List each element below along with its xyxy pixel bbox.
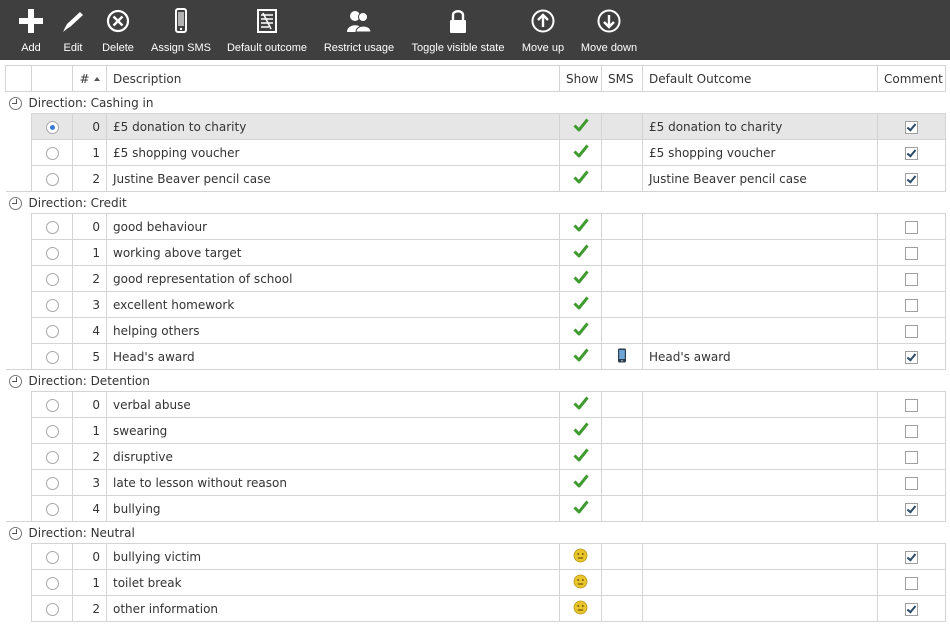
row-default-outcome xyxy=(643,570,878,596)
row-default-outcome xyxy=(643,214,878,240)
row-indent xyxy=(6,292,32,318)
row-indent xyxy=(6,266,32,292)
neutral-face-icon xyxy=(573,578,588,592)
row-sms-cell[interactable] xyxy=(602,392,643,418)
row-sms-cell[interactable] xyxy=(602,344,643,370)
comment-checkbox[interactable] xyxy=(905,273,918,286)
row-select-cell[interactable] xyxy=(32,318,73,344)
comment-checkbox[interactable] xyxy=(905,299,918,312)
header-number-label: # xyxy=(79,71,90,86)
move-up-button[interactable] xyxy=(520,0,566,60)
header-select xyxy=(32,66,73,92)
row-select-cell[interactable] xyxy=(32,166,73,192)
group-label: Direction: Credit xyxy=(28,195,127,210)
row-indent xyxy=(6,570,32,596)
default-outcome-button[interactable] xyxy=(226,0,308,60)
row-indent xyxy=(6,140,32,166)
document-icon xyxy=(254,6,280,36)
row-select-radio[interactable] xyxy=(46,173,59,186)
row-default-outcome xyxy=(643,444,878,470)
comment-checkbox[interactable] xyxy=(905,173,918,186)
checkmark-icon xyxy=(573,148,589,162)
group-header xyxy=(6,370,946,392)
row-number: 0 xyxy=(73,544,107,570)
toolbar xyxy=(0,0,950,60)
table-row[interactable] xyxy=(6,444,946,470)
pencil-icon xyxy=(60,6,86,36)
row-number: 1 xyxy=(73,140,107,166)
row-description: working above target xyxy=(107,240,560,266)
table-row[interactable] xyxy=(6,240,946,266)
row-default-outcome xyxy=(643,418,878,444)
row-comment-cell[interactable] xyxy=(878,344,946,370)
row-select-radio[interactable] xyxy=(46,451,59,464)
comment-checkbox[interactable] xyxy=(905,247,918,260)
neutral-face-icon xyxy=(573,552,588,566)
row-comment-cell[interactable] xyxy=(878,444,946,470)
row-select-radio[interactable] xyxy=(46,399,59,412)
comment-checkbox[interactable] xyxy=(905,425,918,438)
comment-checkbox[interactable] xyxy=(905,399,918,412)
row-select-cell[interactable] xyxy=(32,570,73,596)
row-indent xyxy=(6,166,32,192)
comment-checkbox[interactable] xyxy=(905,121,918,134)
row-indent xyxy=(6,344,32,370)
checkmark-icon xyxy=(573,400,589,414)
table-row[interactable] xyxy=(6,318,946,344)
row-description: Head's award xyxy=(107,344,560,370)
row-show-cell[interactable] xyxy=(560,444,602,470)
row-default-outcome xyxy=(643,496,878,522)
row-select-radio[interactable] xyxy=(46,147,59,160)
row-sms-cell[interactable] xyxy=(602,140,643,166)
row-sms-cell[interactable] xyxy=(602,496,643,522)
toggle-visible-state-button[interactable] xyxy=(410,0,506,60)
row-comment-cell[interactable] xyxy=(878,544,946,570)
group-label: Direction: Cashing in xyxy=(28,95,154,110)
comment-checkbox[interactable] xyxy=(905,147,918,160)
edit-button[interactable] xyxy=(56,0,90,60)
row-comment-cell[interactable] xyxy=(878,214,946,240)
comment-checkbox[interactable] xyxy=(905,577,918,590)
comment-checkbox[interactable] xyxy=(905,451,918,464)
row-number: 2 xyxy=(73,266,107,292)
row-default-outcome xyxy=(643,470,878,496)
row-select-cell[interactable] xyxy=(32,418,73,444)
row-description: toilet break xyxy=(107,570,560,596)
comment-checkbox[interactable] xyxy=(905,477,918,490)
table-row[interactable] xyxy=(6,470,946,496)
phone-icon xyxy=(168,6,194,36)
row-number: 3 xyxy=(73,470,107,496)
row-show-cell[interactable] xyxy=(560,318,602,344)
row-comment-cell[interactable] xyxy=(878,240,946,266)
row-number: 1 xyxy=(73,570,107,596)
comment-checkbox[interactable] xyxy=(905,603,918,616)
row-description: excellent homework xyxy=(107,292,560,318)
row-description: verbal abuse xyxy=(107,392,560,418)
row-comment-cell[interactable] xyxy=(878,470,946,496)
delete-button-label: Delete xyxy=(102,42,134,54)
row-comment-cell[interactable] xyxy=(878,266,946,292)
checkmark-icon xyxy=(573,478,589,492)
delete-button[interactable] xyxy=(98,0,138,60)
row-show-cell[interactable] xyxy=(560,496,602,522)
checkmark-icon xyxy=(573,452,589,466)
row-number: 2 xyxy=(73,596,107,622)
row-select-radio[interactable] xyxy=(46,425,59,438)
collapse-icon[interactable] xyxy=(9,197,22,210)
row-number: 4 xyxy=(73,496,107,522)
row-default-outcome xyxy=(643,544,878,570)
row-show-cell[interactable] xyxy=(560,166,602,192)
delete-circle-icon xyxy=(105,6,131,36)
header-description[interactable]: Description xyxy=(107,66,560,92)
behaviour-table xyxy=(5,65,946,622)
header-row xyxy=(6,66,946,92)
behaviour-grid xyxy=(5,65,945,622)
header-default-outcome[interactable]: Default Outcome xyxy=(643,66,878,92)
comment-checkbox[interactable] xyxy=(905,503,918,516)
row-comment-cell[interactable] xyxy=(878,596,946,622)
row-description: other information xyxy=(107,596,560,622)
row-description: disruptive xyxy=(107,444,560,470)
row-default-outcome xyxy=(643,266,878,292)
row-show-cell[interactable] xyxy=(560,470,602,496)
row-comment-cell[interactable] xyxy=(878,392,946,418)
row-select-cell[interactable] xyxy=(32,240,73,266)
row-description: £5 shopping voucher xyxy=(107,140,560,166)
row-indent xyxy=(6,496,32,522)
arrow-up-circle-icon xyxy=(530,6,556,36)
phone-icon xyxy=(617,352,627,366)
group-row xyxy=(6,192,946,214)
table-row[interactable] xyxy=(6,544,946,570)
row-default-outcome xyxy=(643,240,878,266)
row-select-cell[interactable] xyxy=(32,392,73,418)
row-select-radio[interactable] xyxy=(46,121,59,134)
group-row xyxy=(6,522,946,544)
lock-icon xyxy=(446,6,470,36)
row-description: late to lesson without reason xyxy=(107,470,560,496)
add-button-label: Add xyxy=(21,42,41,54)
users-icon xyxy=(345,6,373,36)
row-show-cell[interactable] xyxy=(560,292,602,318)
collapse-icon[interactable] xyxy=(9,97,22,110)
row-description: helping others xyxy=(107,318,560,344)
row-show-cell[interactable] xyxy=(560,344,602,370)
row-select-cell[interactable] xyxy=(32,266,73,292)
row-description: bullying victim xyxy=(107,544,560,570)
add-button[interactable] xyxy=(14,0,48,60)
row-select-cell[interactable] xyxy=(32,140,73,166)
row-description: Justine Beaver pencil case xyxy=(107,166,560,192)
row-show-cell[interactable] xyxy=(560,544,602,570)
restrict-usage-button[interactable] xyxy=(322,0,396,60)
row-select-radio[interactable] xyxy=(46,503,59,516)
row-select-radio[interactable] xyxy=(46,577,59,590)
row-select-radio[interactable] xyxy=(46,325,59,338)
row-sms-cell[interactable] xyxy=(602,318,643,344)
row-show-cell[interactable] xyxy=(560,418,602,444)
table-row[interactable] xyxy=(6,114,946,140)
table-row[interactable] xyxy=(6,496,946,522)
row-show-cell[interactable] xyxy=(560,214,602,240)
row-sms-cell[interactable] xyxy=(602,214,643,240)
group-header xyxy=(6,192,946,214)
group-row xyxy=(6,92,946,114)
group-label: Direction: Neutral xyxy=(28,525,135,540)
row-select-cell[interactable] xyxy=(32,496,73,522)
row-number: 0 xyxy=(73,392,107,418)
row-default-outcome xyxy=(643,292,878,318)
row-comment-cell[interactable] xyxy=(878,496,946,522)
checkmark-icon xyxy=(573,300,589,314)
header-indent xyxy=(6,66,32,92)
row-indent xyxy=(6,444,32,470)
table-body xyxy=(6,92,946,622)
table-row[interactable] xyxy=(6,596,946,622)
row-number: 1 xyxy=(73,418,107,444)
arrow-down-circle-icon xyxy=(596,6,622,36)
edit-button-label: Edit xyxy=(63,42,83,54)
checkmark-icon xyxy=(573,426,589,440)
table-row[interactable] xyxy=(6,140,946,166)
row-select-radio[interactable] xyxy=(46,221,59,234)
restrict-usage-button-label: Restrict usage xyxy=(323,42,395,54)
row-comment-cell[interactable] xyxy=(878,318,946,344)
move-down-button[interactable] xyxy=(579,0,639,60)
row-description: swearing xyxy=(107,418,560,444)
toggle-visible-state-button-label: Toggle visible state xyxy=(411,42,505,54)
collapse-icon[interactable] xyxy=(9,527,22,540)
row-show-cell[interactable] xyxy=(560,240,602,266)
header-number[interactable] xyxy=(73,66,107,92)
row-select-cell[interactable] xyxy=(32,344,73,370)
checkmark-icon xyxy=(573,122,589,136)
row-comment-cell[interactable] xyxy=(878,418,946,444)
row-number: 4 xyxy=(73,318,107,344)
header-sms[interactable]: SMS xyxy=(602,66,643,92)
row-select-radio[interactable] xyxy=(46,299,59,312)
group-header xyxy=(6,92,946,114)
sort-ascending-icon xyxy=(94,77,100,81)
table-row[interactable] xyxy=(6,214,946,240)
plus-icon xyxy=(18,6,44,36)
move-up-button-label: Move up xyxy=(521,42,565,54)
checkmark-icon xyxy=(573,326,589,340)
row-number: 3 xyxy=(73,292,107,318)
row-show-cell[interactable] xyxy=(560,140,602,166)
table-row[interactable] xyxy=(6,166,946,192)
row-sms-cell[interactable] xyxy=(602,240,643,266)
row-number: 0 xyxy=(73,214,107,240)
row-comment-cell[interactable] xyxy=(878,166,946,192)
row-comment-cell[interactable] xyxy=(878,114,946,140)
group-label: Direction: Detention xyxy=(28,373,150,388)
table-row[interactable] xyxy=(6,292,946,318)
table-row[interactable] xyxy=(6,418,946,444)
row-description: good representation of school xyxy=(107,266,560,292)
row-description: £5 donation to charity xyxy=(107,114,560,140)
row-show-cell[interactable] xyxy=(560,114,602,140)
group-header xyxy=(6,522,946,544)
row-show-cell[interactable] xyxy=(560,266,602,292)
row-sms-cell[interactable] xyxy=(602,570,643,596)
row-select-radio[interactable] xyxy=(46,477,59,490)
row-select-cell[interactable] xyxy=(32,544,73,570)
row-default-outcome: Justine Beaver pencil case xyxy=(643,166,878,192)
comment-checkbox[interactable] xyxy=(905,351,918,364)
checkmark-icon xyxy=(573,274,589,288)
row-indent xyxy=(6,114,32,140)
row-select-radio[interactable] xyxy=(46,351,59,364)
row-comment-cell[interactable] xyxy=(878,570,946,596)
row-show-cell[interactable] xyxy=(560,392,602,418)
row-indent xyxy=(6,214,32,240)
row-indent xyxy=(6,392,32,418)
table-row[interactable] xyxy=(6,266,946,292)
table-row[interactable] xyxy=(6,570,946,596)
row-select-cell[interactable] xyxy=(32,596,73,622)
row-select-radio[interactable] xyxy=(46,273,59,286)
row-sms-cell[interactable] xyxy=(602,418,643,444)
row-sms-cell[interactable] xyxy=(602,470,643,496)
row-number: 0 xyxy=(73,114,107,140)
row-number: 2 xyxy=(73,444,107,470)
row-number: 1 xyxy=(73,240,107,266)
row-sms-cell[interactable] xyxy=(602,444,643,470)
assign-sms-button-label: Assign SMS xyxy=(151,42,211,54)
checkmark-icon xyxy=(573,504,589,518)
table-row[interactable] xyxy=(6,392,946,418)
row-default-outcome: Head's award xyxy=(643,344,878,370)
row-number: 5 xyxy=(73,344,107,370)
row-default-outcome: £5 shopping voucher xyxy=(643,140,878,166)
row-comment-cell[interactable] xyxy=(878,140,946,166)
row-select-cell[interactable] xyxy=(32,214,73,240)
default-outcome-button-label: Default outcome xyxy=(226,42,308,54)
comment-checkbox[interactable] xyxy=(905,221,918,234)
row-indent xyxy=(6,470,32,496)
row-default-outcome xyxy=(643,318,878,344)
row-indent xyxy=(6,240,32,266)
row-select-cell[interactable] xyxy=(32,444,73,470)
row-default-outcome xyxy=(643,392,878,418)
row-description: good behaviour xyxy=(107,214,560,240)
row-sms-cell[interactable] xyxy=(602,266,643,292)
comment-checkbox[interactable] xyxy=(905,551,918,564)
row-select-radio[interactable] xyxy=(46,551,59,564)
row-default-outcome xyxy=(643,596,878,622)
row-comment-cell[interactable] xyxy=(878,292,946,318)
row-select-cell[interactable] xyxy=(32,470,73,496)
row-show-cell[interactable] xyxy=(560,570,602,596)
comment-checkbox[interactable] xyxy=(905,325,918,338)
row-sms-cell[interactable] xyxy=(602,114,643,140)
row-select-radio[interactable] xyxy=(46,247,59,260)
header-show[interactable]: Show xyxy=(560,66,602,92)
row-select-radio[interactable] xyxy=(46,603,59,616)
row-indent xyxy=(6,596,32,622)
row-description: bullying xyxy=(107,496,560,522)
row-select-cell[interactable] xyxy=(32,292,73,318)
table-row[interactable] xyxy=(6,344,946,370)
checkmark-icon xyxy=(573,222,589,236)
checkmark-icon xyxy=(573,248,589,262)
assign-sms-button[interactable] xyxy=(148,0,214,60)
row-show-cell[interactable] xyxy=(560,596,602,622)
row-indent xyxy=(6,418,32,444)
row-indent xyxy=(6,544,32,570)
row-sms-cell[interactable] xyxy=(602,544,643,570)
row-sms-cell[interactable] xyxy=(602,166,643,192)
checkmark-icon xyxy=(573,174,589,188)
row-select-cell[interactable] xyxy=(32,114,73,140)
collapse-icon[interactable] xyxy=(9,375,22,388)
move-down-button-label: Move down xyxy=(580,42,638,54)
group-row xyxy=(6,370,946,392)
row-number: 2 xyxy=(73,166,107,192)
header-comment[interactable]: Comment xyxy=(878,66,946,92)
neutral-face-icon xyxy=(573,604,588,618)
row-indent xyxy=(6,318,32,344)
checkmark-icon xyxy=(573,352,589,366)
row-sms-cell[interactable] xyxy=(602,292,643,318)
row-default-outcome: £5 donation to charity xyxy=(643,114,878,140)
row-sms-cell[interactable] xyxy=(602,596,643,622)
